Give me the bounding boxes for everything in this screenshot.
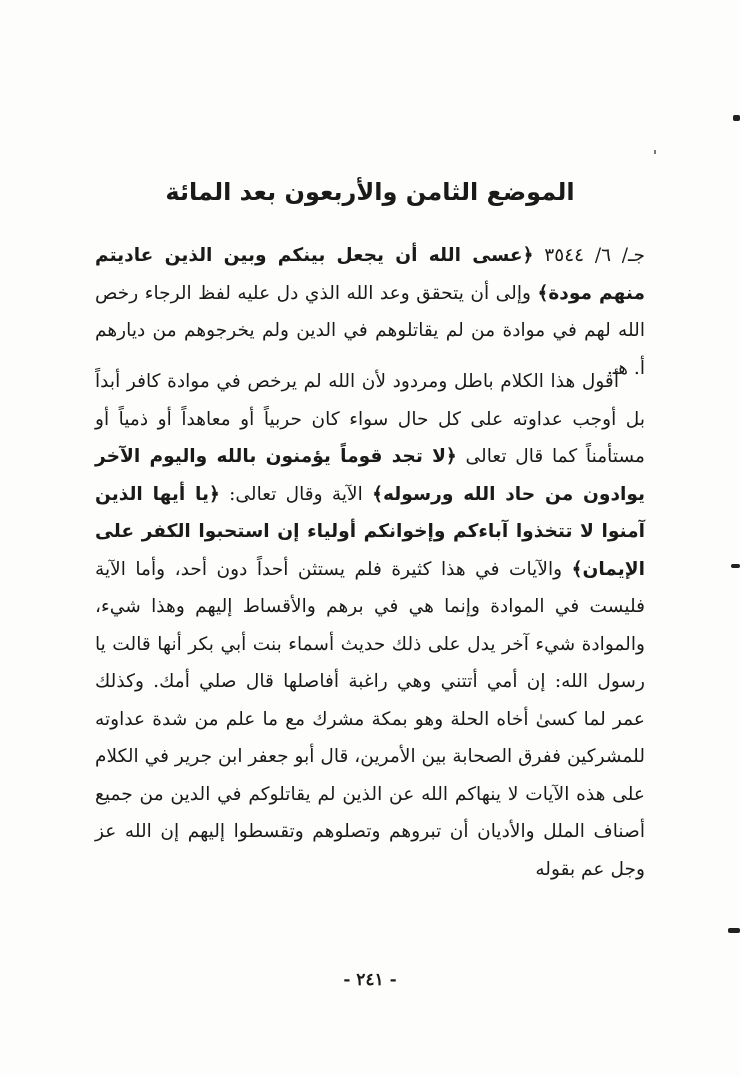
main-text-part-3: والآيات في هذا كثيرة فلم يستثن أحداً دون أحد، وأما الآية فليست في الموادة وإنما هي في برهم والأقساط إليهم وهذا شيء، والموادة شيء آخر يدل على ذلك حديث أسماء بنت أبي بكر أنها قالت يا رسول الله: إن أمي أتتني وهي راغبة أفاصلها قال صلي أمك. وكذلك عمر لما كسىٰ أخاه الحلة وهو بمكة مشرك مع ما علم من شدة عداوته للمشركين ففرق الصحابة بين الأمرين، قال أبو جعفر ابن جرير في الكلام على هذه الآيات لا ينهاكم الله عن الذين لم يقاتلوكم في الدين من جميع أصناف الملل والأديان أن تبروهم وتصلوهم وتقسطوا إليهم إن الله عز وجل عم بقوله xyxy=(95,558,645,880)
quran-verse: ﴿عسى الله أن يجعل بينكم وبين الذين عاديتم منهم مودة﴾ xyxy=(95,245,646,304)
main-paragraph xyxy=(95,363,645,888)
page-number: - ٢٤١ - xyxy=(343,970,397,990)
scan-edge-mark xyxy=(733,115,740,121)
scan-edge-mark xyxy=(731,564,740,568)
reference-citation: جـ/ ٦/ ٣٥٤٤ xyxy=(544,245,645,266)
section-heading: الموضع الثامن والأربعون بعد المائة xyxy=(165,178,575,206)
scan-speck xyxy=(654,150,656,154)
scan-edge-mark xyxy=(728,928,740,933)
main-text-part-2: الآية وقال تعالى: xyxy=(229,483,363,505)
quran-verse-2: ﴿يا أيها الذين آمنوا لا تتخذوا آباءكم وإخوانكم أولياء إن استحبوا الكفر على الإيمان﴾ xyxy=(95,483,645,580)
main-text-part-1: أقول هذا الكلام باطل ومردود لأن الله لم يرخص في موادة كافر أبداً بل أوجب عداوته على كل حال سواء كان حربياً أو معاهداً أو ذمياً أو مستأمناً كما قال تعالى xyxy=(95,371,645,467)
quran-verse-1: ﴿لا تجد قوماً يؤمنون بالله واليوم الآخر يوادون من حاد الله ورسوله﴾ xyxy=(95,446,645,505)
quoted-text: وإلى أن يتحقق وعد الله الذي دل عليه لفظ الرجاء رخص الله لهم في موادة من لم يقاتلوهم في الدين ولم يخرجوهم من ديارهم أ. هـ. xyxy=(95,282,645,379)
